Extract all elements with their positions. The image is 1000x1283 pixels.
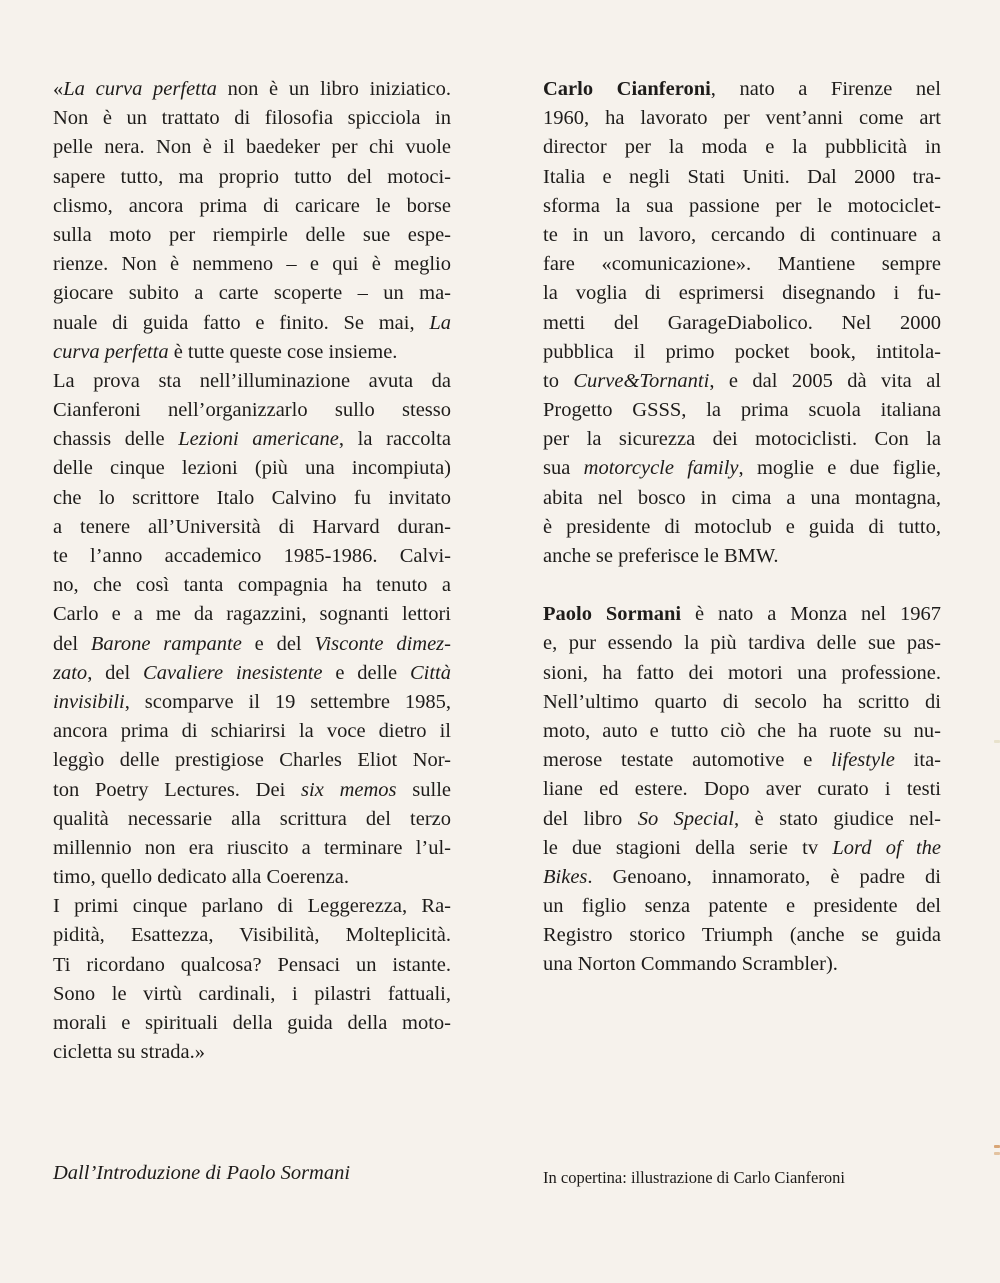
quote-paragraph bbox=[53, 367, 451, 892]
italic-title: La curva perfetta bbox=[63, 78, 217, 100]
text-line: ancora prima di schiarirsi la voce dietro il bbox=[53, 720, 451, 743]
bio-paolo-sormani bbox=[543, 600, 941, 979]
text-line: millennio non era riuscito a terminare l’ul- bbox=[53, 836, 451, 859]
text-line: chassis delle Lezioni americane, la raccolta bbox=[53, 428, 451, 451]
text-line: «La curva perfetta non è un libro iniziatico. bbox=[53, 78, 451, 100]
text-line: la voglia di esprimersi disegnando i fu- bbox=[543, 282, 941, 305]
edge-mark bbox=[994, 1145, 1000, 1148]
italic-title: Curve&Tornanti bbox=[573, 369, 710, 392]
text-line: clismo, ancora prima di caricare le borse bbox=[53, 194, 451, 217]
italic-title: So Special bbox=[637, 807, 734, 830]
text-line: director per la moda e la pubblicità in bbox=[543, 136, 941, 159]
text-line: pidità, Esattezza, Visibilità, Molteplicità. bbox=[53, 924, 451, 947]
text-line: abita nel bosco in cima a una montagna, bbox=[543, 486, 941, 509]
text-line: Cianferoni nell’organizzarlo sullo stesso bbox=[53, 399, 451, 422]
text-line: invisibili, scomparve il 19 settembre 1985, bbox=[53, 690, 451, 713]
quote-paragraph bbox=[53, 892, 451, 1067]
italic-title: six memos bbox=[301, 778, 397, 801]
text-line: è presidente di motoclub e guida di tutto, bbox=[543, 515, 941, 538]
text-line: Nell’ultimo quarto di secolo ha scritto di bbox=[543, 690, 941, 713]
text-line: merose testate automotive e lifestyle ita- bbox=[543, 749, 941, 772]
text-line: Bikes. Genoano, innamorato, è padre di bbox=[543, 865, 941, 888]
italic-title: Bikes bbox=[543, 865, 588, 888]
bio-carlo-cianferoni bbox=[543, 75, 941, 571]
text-line: del libro So Special, è stato giudice nel- bbox=[543, 807, 941, 830]
text-line: no, che così tanta compagnia ha tenuto a bbox=[53, 574, 451, 597]
text-line: La prova sta nell’illuminazione avuta da bbox=[53, 369, 451, 392]
text-line: Carlo Cianferoni, nato a Firenze nel bbox=[543, 78, 941, 100]
text-line: te l’anno accademico 1985-1986. Calvi- bbox=[53, 545, 451, 567]
quote-paragraph bbox=[53, 75, 451, 367]
text-line: timo, quello dedicato alla Coerenza. bbox=[53, 866, 349, 889]
text-line: e, pur essendo la più tardiva delle sue pas- bbox=[543, 632, 941, 655]
text-line: moto, auto e tutto ciò che ha ruote su nu- bbox=[543, 719, 941, 742]
text-line: sua motorcycle family, moglie e due figlie, bbox=[543, 457, 941, 480]
text-line: to Curve&Tornanti, e dal 2005 dà vita al bbox=[543, 369, 941, 392]
text-line: cicletta su strada.» bbox=[53, 1041, 205, 1064]
text-line: I primi cinque parlano di Leggerezza, Ra- bbox=[53, 895, 451, 918]
text-line: del Barone rampante e del Visconte dimez- bbox=[53, 632, 451, 655]
italic-title: lifestyle bbox=[831, 749, 895, 772]
text-line: rienze. Non è nemmeno – e qui è meglio bbox=[53, 253, 451, 276]
edge-mark bbox=[994, 1152, 1000, 1155]
text-line: Ti ricordano qualcosa? Pensaci un istante. bbox=[53, 953, 451, 976]
text-line: pelle nera. Non è il baedeker per chi vuole bbox=[53, 136, 451, 159]
text-line: Sono le virtù cardinali, i pilastri fattuali, bbox=[53, 982, 451, 1005]
text-line: delle cinque lezioni (più una incompiuta) bbox=[53, 457, 451, 480]
intro-quote-column bbox=[53, 75, 451, 1067]
text-line: leggìo delle prestigiose Charles Eliot Nor- bbox=[53, 749, 451, 772]
text-line: Italia e negli Stati Uniti. Dal 2000 tra- bbox=[543, 165, 941, 188]
text-line: anche se preferisce le BMW. bbox=[543, 545, 779, 567]
italic-title: invisibili bbox=[53, 690, 125, 713]
text-line: Non è un trattato di filosofia spicciola in bbox=[53, 107, 451, 130]
text-line: Carlo e a me da ragazzini, sognanti lettori bbox=[53, 603, 451, 626]
text-line: te in un lavoro, cercando di continuare a bbox=[543, 223, 941, 246]
text-line: che lo scrittore Italo Calvino fu invitato bbox=[53, 486, 451, 509]
text-line: a tenere all’Università di Harvard duran- bbox=[53, 515, 451, 538]
text-line: fare «comunicazione». Mantiene sempre bbox=[543, 253, 941, 276]
text-line: morali e spirituali della guida della moto- bbox=[53, 1012, 451, 1034]
italic-title: La bbox=[429, 311, 451, 334]
text-line: zato, del Cavaliere inesistente e delle Città bbox=[53, 661, 451, 684]
edge-mark bbox=[994, 740, 1000, 743]
text-line: per la sicurezza dei motociclisti. Con la bbox=[543, 428, 941, 451]
text-line: nuale di guida fatto e finito. Se mai, La bbox=[53, 311, 451, 334]
text-line: qualità necessarie alla scrittura del terzo bbox=[53, 807, 451, 830]
text-line: le due stagioni della serie tv Lord of the bbox=[543, 836, 941, 859]
italic-title: curva perfetta bbox=[53, 340, 169, 363]
text-line: curva perfetta è tutte queste cose insieme. bbox=[53, 340, 398, 363]
author-name: Paolo Sormani bbox=[543, 603, 682, 626]
text-line: Paolo Sormani è nato a Monza nel 1967 bbox=[543, 603, 941, 626]
italic-title: motorcycle family bbox=[583, 457, 739, 480]
text-line: ton Poetry Lectures. Dei six memos sulle bbox=[53, 778, 451, 801]
text-line: Registro storico Triumph (anche se guida bbox=[543, 924, 941, 947]
text-line: pubblica il primo pocket book, intitola- bbox=[543, 340, 941, 363]
italic-title: Lord of the bbox=[832, 836, 941, 859]
italic-title: Visconte dimez- bbox=[314, 632, 451, 655]
text-line: sulla moto per riempirle delle sue espe- bbox=[53, 223, 451, 246]
italic-title: Cavaliere inesistente bbox=[143, 661, 323, 684]
text-line: 1960, ha lavorato per vent’anni come art bbox=[543, 107, 941, 130]
text-line: metti del GarageDiabolico. Nel 2000 bbox=[543, 311, 941, 334]
text-line: un figlio senza patente e presidente del bbox=[543, 895, 941, 918]
text-line: sioni, ha fatto dei motori una professione. bbox=[543, 661, 941, 684]
italic-title: Città bbox=[409, 661, 451, 684]
italic-title: Lezioni americane bbox=[178, 428, 339, 451]
quote-attribution: Dall’Introduzione di Paolo Sormani bbox=[53, 1162, 351, 1184]
cover-credit: In copertina: illustrazione di Carlo Cianferoni bbox=[543, 1168, 845, 1187]
italic-title: zato bbox=[53, 661, 88, 684]
italic-title: Barone rampante bbox=[90, 632, 242, 655]
text-line: giocare subito a carte scoperte – un ma- bbox=[53, 282, 451, 305]
text-line: sforma la sua passione per le motociclet- bbox=[543, 194, 941, 217]
author-name: Carlo Cianferoni bbox=[543, 78, 711, 100]
text-line: liane ed estere. Dopo aver curato i testi bbox=[543, 778, 941, 801]
text-line: sapere tutto, ma proprio tutto del motoci- bbox=[53, 165, 451, 188]
author-bios-column bbox=[543, 75, 941, 980]
text-line: una Norton Commando Scrambler). bbox=[543, 953, 838, 976]
text-line: Progetto GSSS, la prima scuola italiana bbox=[543, 399, 941, 422]
